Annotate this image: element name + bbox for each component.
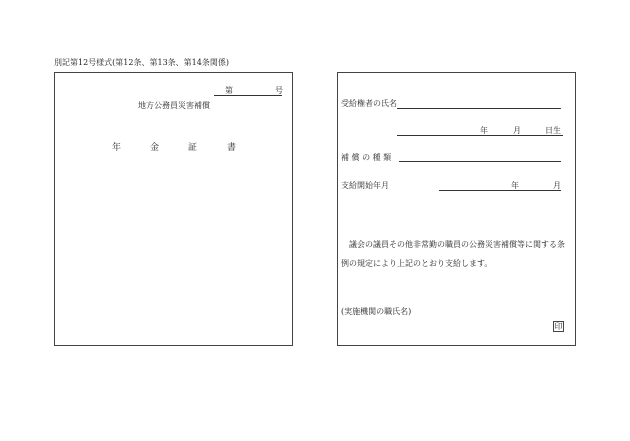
certificate-subtitle: 地方公務員災害補償 [138,101,210,110]
birth-month-label: 月 [513,126,521,135]
birth-day-label: 日生 [545,126,561,135]
start-year-label: 年 [511,181,519,190]
number-underline [214,95,282,96]
title-char-3: 証 [188,143,198,153]
recipient-name-label: 受給権者の氏名 [341,99,397,108]
start-month-label: 月 [553,181,561,190]
certificate-right-panel [337,72,576,346]
seal-mark: 印 [554,322,563,331]
title-char-4: 書 [227,143,237,153]
compensation-type-line [399,161,561,162]
recipient-name-line [397,108,561,109]
number-prefix: 第 [225,86,233,95]
certificate-left-panel [54,72,293,346]
number-suffix: 号 [275,86,283,95]
agency-name-label: (実施機関の職氏名) [341,307,412,316]
start-date-line [439,190,561,191]
birth-year-label: 年 [480,126,488,135]
body-text-line1: 議会の議員その他非常勤の職員の公務災害補償等に関する条 [349,240,565,249]
form-header: 別記第12号様式(第12条、第13条、第14条関係) [54,58,229,67]
compensation-type-label: 補 償 の 種 類 [341,153,392,162]
body-text-line2: 例の規定により上記のとおり支給します。 [341,259,493,268]
title-char-2: 金 [150,143,160,153]
title-char-1: 年 [112,143,122,153]
start-date-label: 支給開始年月 [341,181,389,190]
